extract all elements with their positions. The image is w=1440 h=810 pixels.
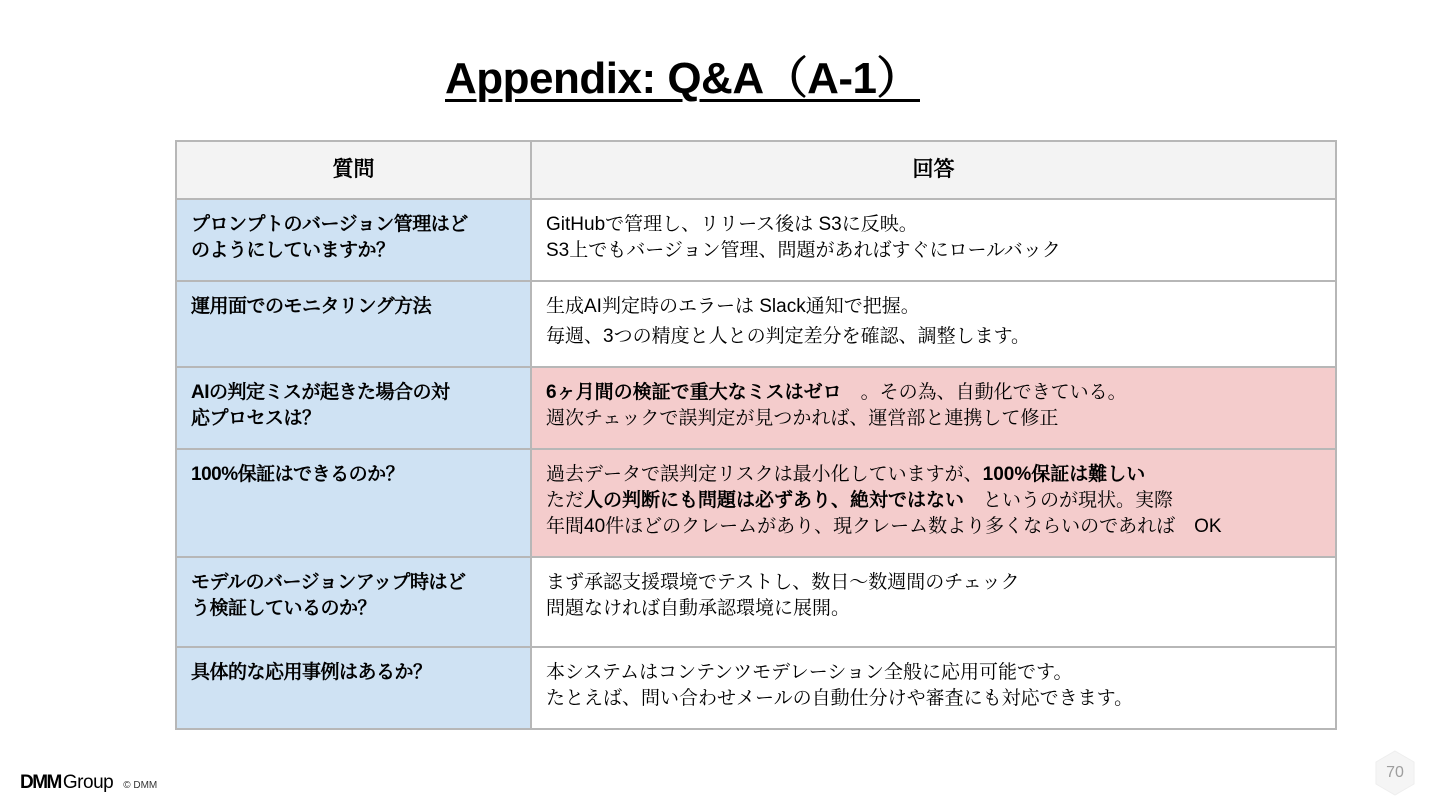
copyright-text: © DMM (123, 780, 158, 791)
question-line: のようにしていますか？ (191, 240, 395, 261)
answer-line (546, 380, 1321, 406)
answer-line (546, 324, 1321, 350)
answer-text-bold: 100%保証は難しい (982, 464, 1146, 485)
answer-text: 問題なければ自動承認環境に展開。 (546, 598, 851, 619)
question-line: モデルのバージョンアップ時はど (191, 572, 466, 593)
answer-text: 。その為、自動化できている。 (841, 382, 1127, 403)
answer-line (546, 462, 1321, 488)
question-cell (176, 449, 531, 557)
header-answer: 回答 (531, 141, 1336, 199)
answer-cell-highlighted (531, 449, 1336, 557)
answer-text: たとえば、問い合わせメールの自動仕分けや審査にも対応できます。 (546, 688, 1134, 709)
answer-text: 毎週、3つの精度と人との判定差分を確認、調整します。 (546, 326, 1031, 347)
answer-line (546, 406, 1321, 432)
question-cell (176, 557, 531, 647)
question-line: う検証しているのか？ (191, 598, 377, 619)
answer-line (546, 596, 1321, 622)
answer-text: ただ (546, 490, 585, 511)
answer-line (546, 238, 1321, 264)
answer-text: S3上でもバージョン管理、問題があればすぐにロールバック (546, 240, 1061, 261)
answer-text-bold: 人の判断にも問題は必ずあり、絶対ではない (584, 490, 965, 511)
table-header-row (176, 141, 1336, 199)
logo-group-text: Group (62, 772, 114, 793)
question-line: AIの判定ミスが起きた場合の対 (191, 382, 450, 403)
question-cell (176, 281, 531, 367)
answer-text: まず承認支援環境でテストし、数日〜数週間のチェック (546, 572, 1020, 593)
answer-cell (531, 557, 1336, 647)
answer-text: というのが現状。実際 (964, 490, 1174, 511)
logo-dmm-text: DMM (20, 772, 61, 793)
question-line: 運用面でのモニタリング方法 (191, 296, 432, 317)
answer-line (546, 660, 1321, 686)
qa-table (175, 140, 1337, 730)
answer-line (546, 686, 1321, 712)
answer-cell (531, 281, 1336, 367)
dmm-group-logo (20, 772, 157, 794)
answer-text: 過去データで誤判定リスクは最小化していますが、 (546, 464, 983, 485)
answer-line (546, 488, 1321, 514)
question-cell (176, 647, 531, 729)
table-row (176, 557, 1336, 647)
page-number-badge (1374, 750, 1416, 796)
answer-text: 週次チェックで誤判定が見つかれば、運営部と連携して修正 (546, 408, 1059, 429)
question-line: 100%保証はできるのか？ (191, 464, 405, 485)
answer-line (546, 514, 1321, 540)
table-row (176, 449, 1336, 557)
answer-text: 本システムはコンテンツモデレーション全般に応用可能です。 (546, 662, 1073, 683)
question-line: プロンプトのバージョン管理はど (191, 214, 468, 235)
answer-text: GitHubで管理し、リリース後は S3に反映。 (546, 214, 918, 235)
question-line: 具体的な応用事例はあるか？ (191, 662, 432, 683)
question-line: 応プロセスは？ (191, 408, 321, 429)
answer-line (546, 570, 1321, 596)
answer-text: 年間40件ほどのクレームがあり、現クレーム数より多くならいのであれば OK (546, 516, 1222, 537)
answer-cell (531, 647, 1336, 729)
answer-cell-highlighted (531, 367, 1336, 449)
table-row (176, 281, 1336, 367)
table-row (176, 647, 1336, 729)
header-question: 質問 (176, 141, 531, 199)
table-row (176, 199, 1336, 281)
answer-text: 生成AI判定時のエラーは Slack通知で把握。 (546, 296, 920, 317)
answer-text-bold: 6ヶ月間の検証で重大なミスはゼロ (546, 382, 842, 403)
answer-cell (531, 199, 1336, 281)
table-row (176, 367, 1336, 449)
slide-title: Appendix: Q&A（A-1） (445, 54, 920, 103)
question-cell (176, 199, 531, 281)
question-cell (176, 367, 531, 449)
answer-line (546, 212, 1321, 238)
answer-line (546, 294, 1321, 320)
page-number: 70 (1386, 764, 1404, 781)
